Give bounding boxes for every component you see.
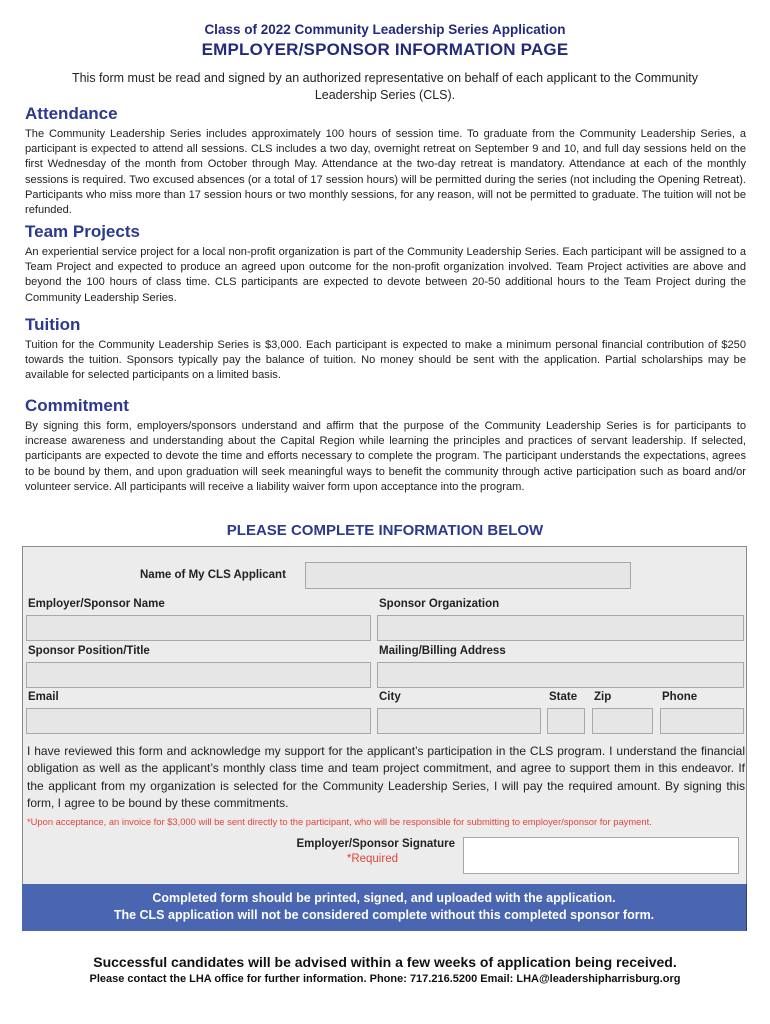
signature-label: Employer/Sponsor Signature [296,838,455,850]
form-heading: PLEASE COMPLETE INFORMATION BELOW [226,522,544,539]
banner-line-1: Completed form should be printed, signed, and uploaded with the application. [152,891,616,905]
footer-contact: Please contact the LHA office for further information. Phone: 717.216.5200 Email: LHA@leadershipharrisburg.org [89,973,681,985]
footer-notice: Successful candidates will be advised within a few weeks of application being received. [93,954,677,970]
banner-line-2: The CLS application will not be considered complete without this completed sponsor form. [113,908,655,922]
address-label: Mailing/Billing Address [379,645,506,657]
heading-tuition: Tuition [25,315,81,334]
address-input[interactable] [377,662,744,688]
phone-label: Phone [662,691,698,703]
phone-input[interactable] [660,708,744,734]
state-input[interactable] [547,708,585,734]
employer-name-label: Employer/Sponsor Name [28,598,165,610]
tuition-text: Tuition for the Community Leadership Series is $3,000. Each participant is expected to make a minimum personal financial contribution of $250 towards the tuition. Sponsors typically pay the balance of tuition. No money should be sent with the application. Partial scholarships may be available for selected participants on a limited basis. [25,339,746,382]
acknowledgement-text: I have reviewed this form and acknowledge my support for the applicant’s participation in the CLS program. I understand the financial obligation as well as the applicant’s monthly class time and team project commitment, and agree to support them in this endeavor. If the applicant from my organization is selected for the Community Leadership Series, I will pay the required amount. By signing this form, I agree to be bound by these commitments. [27,744,745,811]
submission-banner [22,884,747,931]
city-label: City [379,691,401,703]
intro-text: This form must be read and signed by an authorized representative on behalf of each applicant to the Community Leadership Series (CLS). [71,71,699,102]
applicant-name-input[interactable] [305,562,631,589]
zip-label: Zip [594,691,612,703]
team-projects-text: An experiential service project for a local non-profit organization is part of the Community Leadership Series. Each participant will be assigned to a Team Project and expected to produce an agreed upon outcome for the non-profit organization involved. Team Project activities are above and beyond the 100 hours of class time. CLS participants are expected to devote between 20-50 additional hours to the Team Project during the Community Leadership Series. [25,246,746,304]
sponsor-org-input[interactable] [377,615,744,641]
commitment-text: By signing this form, employers/sponsors understand and affirm that the purpose of the Community Leadership Series is for participants to increase awareness and understanding about the Capital Region while learning the principles and practices of servant leadership. If selected, participants are expected to devote the time and efforts necessary to complete the program. The participant understands the expectations, agrees to be bound by them, and upon graduation will seek meaningful ways to benefit the community through active participation such as board and/or volunteer service. All participants will receive a liability waiver form upon acceptance into the program. [25,420,746,493]
state-label: State [549,691,578,703]
city-input[interactable] [377,708,541,734]
sponsor-org-label: Sponsor Organization [379,598,500,610]
attendance-text: The Community Leadership Series includes approximately 100 hours of session time. To graduate from the Community Leadership Series, a participant is expected to attend all sessions. CLS includes a two day, overnight retreat on September 9 and 10, and full day sessions held on the first Wednesday of the month from October through May. Attendance at the two-day retreat is mandatory. Attendance at each of the monthly sessions is required. Two excused absences (or a total of 17 session hours) will be permitted during the series (not including the Opening Retreat). Participants who miss more than 17 session hours or two monthly sessions, for any reason, will not be permitted to graduate. The tuition will not be refunded. [25,128,746,217]
invoice-note: *Upon acceptance, an invoice for $3,000 will be sent directly to the participant, who will be responsible for submitting to employer/sponsor for payment. [27,816,652,827]
applicant-name-label: Name of My CLS Applicant [140,569,286,581]
email-label: Email [28,691,59,703]
position-input[interactable] [26,662,371,688]
heading-team-projects: Team Projects [25,222,140,241]
application-title: Class of 2022 Community Leadership Series Application [204,22,566,37]
heading-commitment: Commitment [25,396,129,415]
page-title: EMPLOYER/SPONSOR INFORMATION PAGE [201,40,569,59]
signature-input[interactable] [463,837,739,874]
zip-input[interactable] [592,708,653,734]
employer-name-input[interactable] [26,615,371,641]
required-note: *Required [346,853,398,865]
heading-attendance: Attendance [25,104,118,123]
email-input[interactable] [26,708,371,734]
position-label: Sponsor Position/Title [28,645,150,657]
